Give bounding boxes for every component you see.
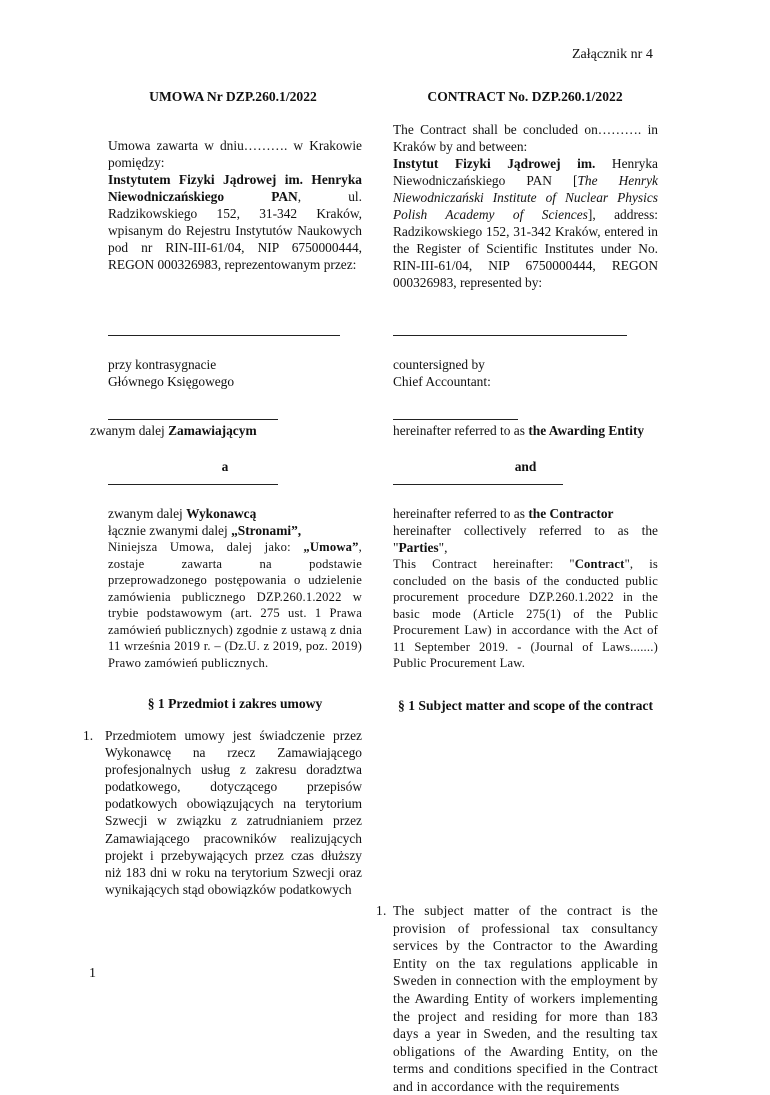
left-signature-line [108,335,340,336]
left-and-line [108,484,278,485]
right-section-title: § 1 Subject matter and scope of the contract [398,698,653,713]
right-contractor-block: hereinafter referred to as the Contractor hereinafter collectively referred to as the "Parties", This Contract hereinafter: "Contract", is concluded on the basis of the conducted public procurement procedure DZP.260.1.2022 in the basic mode (Article 275(1) of the Public Procurement Law) in accordance with the Act of 11 September 2019. - (Journal of Laws.......) Public Procurement Law. [393,506,658,670]
right-list-item: 1. The subject matter of the contract is the provision of professional tax consultancy services by the Contractor to the Awarding Entity on the tax regulations applicable in Sweden in connection with the employment by the Awarding Entity of workers implementing the project and residing for more than 183 days a year in Sweden, and the resulting tax obligations of the Awarding Entity, on the terms and conditions specified in the Contract and in accordance with the requirements [376,902,658,1094]
left-section-title: § 1 Przedmiot i zakres umowy [147,696,323,711]
right-intro: The Contract shall be concluded on………. in Kraków by and between: Instytut Fizyki Jądrowej im. Henryka Niewodniczańskiego PAN [The Henryk Niewodniczański Institute of Nuclear Physics Polish Academy of Sciences], address: Radzikowskiego 152, 31-342 Kraków, entered in the Register of Scientific Institutes under No. RIN-III-61/04, NIP 6750000444, REGON 000326983, represented by: [393,122,658,290]
right-and-line [393,484,563,485]
left-countersign-line [108,419,278,420]
right-party-name: Instytut Fizyki Jądrowej im. [393,156,596,171]
attachment-label: Załącznik nr 4 [572,47,653,62]
left-and: a [221,459,229,474]
right-and: and [514,459,537,474]
right-countersign: countersigned by Chief Accountant: [393,357,491,389]
left-party-name: Instytutem Fizyki Jądrowej im. Henryka Niewodniczańskiego PAN [108,172,362,204]
left-intro: Umowa zawarta w dniu………. w Krakowie pomiędzy: Instytutem Fizyki Jądrowej im. Henryka Niewodniczańskiego PAN, ul. Radzikowskiego 152, 31-342 Kraków, wpisanym do Rejestru Instytutów Naukowych pod nr RIN-III-61/04, NIP 6750000444, REGON 000326983, reprezentowanym przez: [108,138,362,272]
left-list-item: 1. Przedmiotem umowy jest świadczenie przez Wykonawcę na rzecz Zamawiającego profesjonalnych usług z zakresu doradztwa podatkowego, dotyczącego przepisów podatkowych obowiązujących na terytorium Szwecji w związku z zatrudnianiem przez Zamawiającego pracowników realizujących projekt i przebywających przez czas dłuższy niż 183 dni w roku na terytorium Szwecji oraz wynikających stąd obowiązków podatkowych [83,728,362,897]
right-signature-line [393,335,627,336]
left-title: UMOWA Nr DZP.260.1/2022 [149,89,317,104]
right-countersign-line [393,419,518,420]
right-title: CONTRACT No. DZP.260.1/2022 [427,89,623,104]
right-called-awarding: hereinafter referred to as the Awarding Entity [393,423,645,438]
left-countersign: przy kontrasygnacie Głównego Księgowego [108,357,235,389]
page-number: 1 [89,966,96,981]
left-contractor-block: zwanym dalej Wykonawcą łącznie zwanymi dalej „Stronami”, Niniejsza Umowa, dalej jako: „Umowa”, zostaje zawarta na podstawie przeprowadzonego postępowania o udzielenie zamówienia publicznego DZP.260.1.2022 w trybie podstawowym (art. 275 ust. 1 Prawa zamówień publicznych) zgodnie z ustawą z dnia 11 września 2019 r. – (Dz.U. z 2019, poz. 2019) Prawo zamówień publicznych. [108,506,362,670]
left-called-awarding: zwanym dalej Zamawiającym [90,423,257,438]
